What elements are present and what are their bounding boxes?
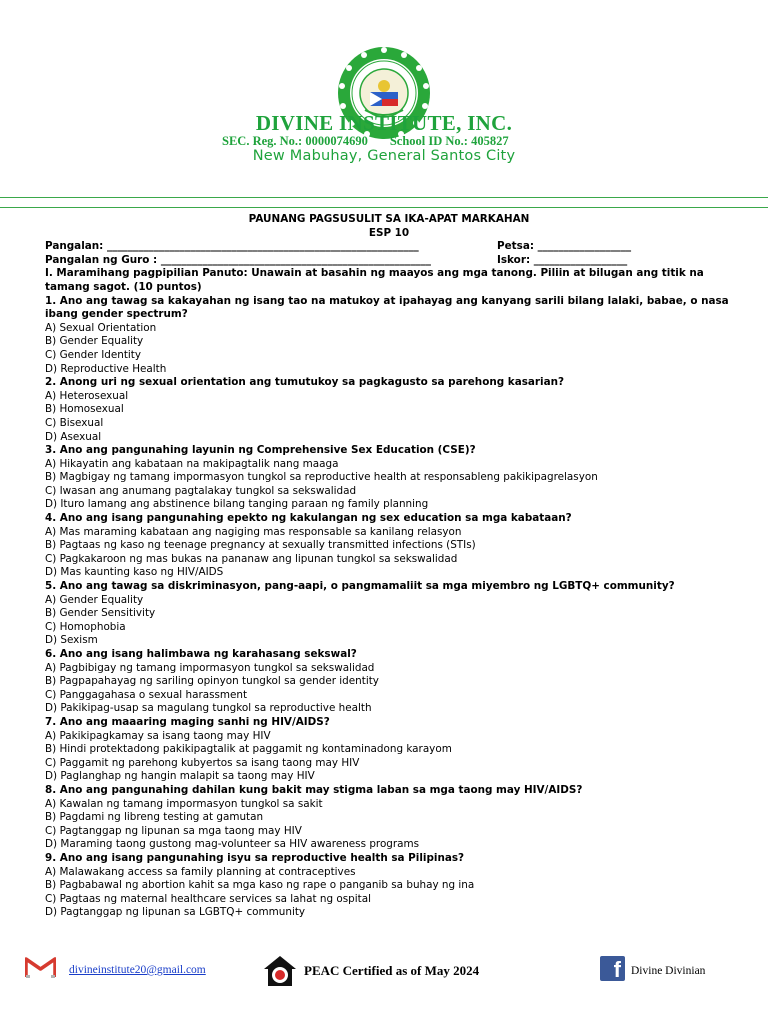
q1-choice-a: A) Sexual Orientation	[45, 321, 157, 334]
q2-choice-a: A) Heterosexual	[45, 389, 129, 402]
gmail-icon	[25, 957, 56, 978]
q7-choice-b: B) Hindi protektadong pakikipagtalik at paggamit ng kontaminadong karayom	[45, 743, 452, 756]
q1-choice-b: B) Gender Equality	[45, 335, 144, 348]
q7-choice-a: A) Pakikipagkamay sa isang taong may HIV	[45, 729, 271, 742]
q8-choice-c: C) Pagtanggap ng lipunan sa mga taong may HIV	[45, 824, 302, 837]
school-name: DIVINE INSTITUTE, INC.	[255, 111, 513, 135]
facebook-icon: f	[600, 956, 625, 981]
question-5: 5. Ano ang tawag sa diskriminasyon, pang-aapi, o pangmamaliit sa mga miyembro ng LGBTQ+ community?	[45, 580, 675, 593]
header-divider-top	[0, 197, 768, 198]
question-3: 3. Ano ang pangunahing layunin ng Comprehensive Sex Education (CSE)?	[45, 444, 476, 457]
q1-choice-c: C) Gender Identity	[45, 348, 142, 361]
exam-subject: ESP 10	[368, 226, 410, 239]
q7-choice-d: D) Paglanghap ng hangin malapit sa taong may HIV	[45, 770, 315, 783]
peac-certification: PEAC Certified as of May 2024	[304, 963, 480, 978]
q4-choice-b: B) Pagtaas ng kaso ng teenage pregnancy at sexually transmitted infections (STIs)	[45, 539, 476, 552]
name-field: Pangalan: ____________________________________________________________	[45, 240, 419, 253]
name-date-row	[45, 240, 733, 254]
q7-choice-c: C) Paggamit ng parehong kubyertos sa isang taong may HIV	[45, 756, 360, 769]
question-9: 9. Ano ang isang pangunahing isyu sa reproductive health sa Pilipinas?	[45, 851, 465, 864]
q6-choice-c: C) Panggagahasa o sexual harassment	[45, 688, 248, 701]
facebook-page-name: Divine Divinian	[631, 965, 706, 977]
q5-choice-d: D) Sexism	[45, 634, 98, 647]
q3-choice-a: A) Hikayatin ang kabataan na makipagtalik nang maaga	[45, 457, 339, 470]
footer-email-link[interactable]: divineinstitute20@gmail.com	[69, 964, 206, 976]
q8-choice-b: B) Pagdami ng libreng testing at gamutan	[45, 811, 264, 824]
teacher-field: Pangalan ng Guro : ____________________________________________________	[45, 253, 431, 266]
question-2: 2. Anong uri ng sexual orientation ang tumutukoy sa pagkagusto sa parehong kasarian?	[45, 376, 565, 389]
q6-choice-b: B) Pagpapahayag ng sariling opinyon tungkol sa gender identity	[45, 675, 379, 688]
header-divider-bottom	[0, 207, 768, 208]
q2-choice-c: C) Bisexual	[45, 416, 104, 429]
exam-content	[45, 213, 733, 920]
q4-choice-c: C) Pagkakaroon ng mas bukas na pananaw ang lipunan tungkol sa sekswalidad	[45, 552, 458, 565]
q8-choice-a: A) Kawalan ng tamang impormasyon tungkol sa sakit	[45, 797, 323, 810]
q5-choice-a: A) Gender Equality	[45, 593, 144, 606]
question-7: 7. Ano ang maaaring maging sanhi ng HIV/AIDS?	[45, 715, 330, 728]
exam-title: PAUNANG PAGSUSULIT SA IKA-APAT MARKAHAN	[248, 213, 530, 225]
score-field: Iskor: __________________	[497, 253, 628, 266]
q8-choice-d: D) Maraming taong gustong mag-volunteer sa HIV awareness programs	[45, 838, 420, 851]
question-8: 8. Ano ang pangunahing dahilan kung bakit may stigma laban sa mga taong may HIV/AIDS?	[45, 783, 583, 796]
q9-choice-d: D) Pagtanggap ng lipunan sa LGBTQ+ community	[45, 906, 306, 919]
q9-choice-c: C) Pagtaas ng maternal healthcare services sa lahat ng ospital	[45, 892, 371, 905]
q1-choice-d: D) Reproductive Health	[45, 362, 167, 375]
question-4: 4. Ano ang isang pangunahing epekto ng kakulangan ng sex education sa mga kabataan?	[45, 512, 572, 525]
date-field: Petsa: __________________	[497, 240, 632, 253]
q3-choice-d: D) Ituro lamang ang abstinence bilang tanging paraan ng family planning	[45, 498, 429, 511]
teacher-score-row	[45, 254, 733, 268]
instructions: I. Maramihang pagpipilian Panuto: Unawain at basahin ng maayos ang mga tanong. Piliin at bilugan ang titik na tamang sagot. (10 puntos)	[45, 267, 704, 293]
peac-icon	[263, 955, 297, 987]
q4-choice-a: A) Mas maraming kabataan ang nagiging mas responsable sa kanilang relasyon	[45, 525, 462, 538]
q3-choice-b: B) Magbigay ng tamang impormasyon tungkol sa reproductive health at responsableng pakikipagrelasyon	[45, 471, 598, 484]
registration-line	[222, 134, 509, 149]
q6-choice-d: D) Pakikipag-usap sa magulang tungkol sa reproductive health	[45, 702, 372, 715]
q6-choice-a: A) Pagbibigay ng tamang impormasyon tungkol sa sekswalidad	[45, 661, 375, 674]
q4-choice-d: D) Mas kaunting kaso ng HIV/AIDS	[45, 566, 224, 579]
school-address: New Mabuhay, General Santos City	[252, 148, 516, 164]
sec-reg-number: SEC. Reg. No.: 0000074690	[222, 134, 368, 148]
question-1: 1. Ano ang tawag sa kakayahan ng isang tao na matukoy at ipahayag ang kanyang sarili bilang lalaki, babae, o nasa ibang gender spectrum?	[45, 294, 729, 321]
q2-choice-b: B) Homosexual	[45, 403, 124, 416]
question-6: 6. Ano ang isang halimbawa ng karahasang sekswal?	[45, 648, 357, 660]
q9-choice-b: B) Pagbabawal ng abortion kahit sa mga kaso ng rape o panganib sa buhay ng ina	[45, 879, 475, 892]
q9-choice-a: A) Malawakang access sa family planning at contraceptives	[45, 865, 356, 878]
q3-choice-c: C) Iwasan ang anumang pagtalakay tungkol sa sekswalidad	[45, 484, 357, 497]
q5-choice-c: C) Homophobia	[45, 620, 126, 633]
q5-choice-b: B) Gender Sensitivity	[45, 607, 156, 620]
school-id-number: School ID No.: 405827	[389, 134, 509, 148]
q2-choice-d: D) Asexual	[45, 430, 102, 443]
